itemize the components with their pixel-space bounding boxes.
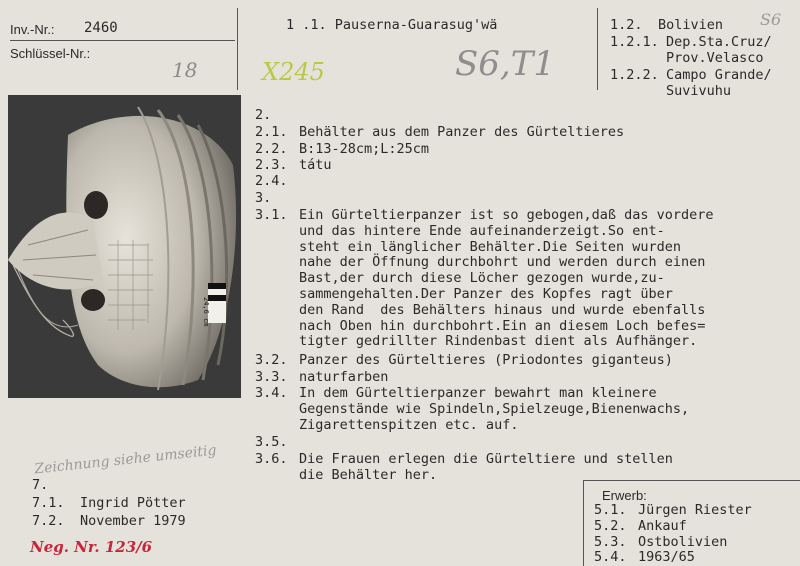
location-1: 1.2. Bolivien [610, 17, 724, 33]
group-line [286, 18, 497, 34]
corner-mark: S6 [760, 10, 782, 29]
group-name: Pauserna-Guarasug'wä [334, 17, 498, 33]
entry-3-1-text: Ein Gürteltierpanzer ist so gebogen,daß das vordere und das hintere Ende aufeinanderzeigt.So ent- steht ein länglicher Behälter.Die Seiten wurden nahe der Öffnung durchbohrt und werden durch einen Bast,der durch diese Löcher gezogen wurde,zu- sammengehalten.Der Panzer des Kopfes ragt über den Rand des Behälters hinaus und wurde ebenfalls nach Oben hin durchbohrt.Ein an diesem Loch befes= tigter gedrillter Rindenbast dient als Aufhänger. [299, 207, 714, 350]
header-divider-2 [597, 8, 598, 90]
erwerb-5-1: 5.1. Jürgen Riester [594, 502, 752, 518]
negative-number: Neg. Nr. 123/6 [30, 538, 153, 556]
erwerb-box-left [583, 480, 584, 566]
entry-3-4-text: In dem Gürteltierpanzer bewahrt man kleinere Gegenstände wie Spindeln,Spielzeuge,Bienenwachs, Zigarettenspitzen etc. auf. [299, 385, 690, 433]
armadillo-container-image [8, 95, 241, 398]
location-4: 1.2.2. Campo Grande/ [610, 67, 772, 83]
erwerb-label: Erwerb: [602, 488, 647, 503]
drawing-note: Zeichnung siehe umseitig [33, 442, 218, 478]
section-7-1: 7.1. Ingrid Pötter [32, 495, 186, 511]
location-2: 1.2.1. Dep.Sta.Cruz/ [610, 34, 772, 50]
key-handwritten: 18 [172, 58, 198, 82]
location-5: Suvivuhu [666, 83, 732, 99]
group-number: 1 .1. [286, 17, 327, 33]
entry-3-4-number: 3.4. [255, 385, 288, 401]
entry-3-1-number: 3.1. [255, 207, 288, 223]
inv-underline [10, 40, 235, 41]
entry-3-6-text: Die Frauen erlegen die Gürteltiere und stellen die Behälter her. [299, 451, 673, 483]
location-3: Prov.Velasco [666, 50, 764, 66]
entry-3: 3. [255, 190, 272, 206]
entry-2-4: 2.4. [255, 173, 288, 189]
entry-3-5: 3.5. [255, 434, 288, 450]
entry-2-2: 2.2. B:13-28cm;L:25cm [255, 141, 430, 157]
scale-label: 24,6 cm [202, 297, 210, 327]
inv-label: Inv.-Nr.: [10, 22, 55, 37]
header-divider-1 [237, 8, 238, 90]
erwerb-5-2: 5.2. Ankauf [594, 518, 687, 534]
inv-number: 2460 [84, 20, 118, 36]
entry-3-6-number: 3.6. [255, 451, 288, 467]
section-7: 7. [32, 477, 49, 493]
section-7-2: 7.2. November 1979 [32, 513, 186, 529]
entry-3-2: 3.2. Panzer des Gürteltieres (Priodontes giganteus) [255, 352, 673, 368]
erwerb-5-3: 5.3. Ostbolivien [594, 534, 728, 550]
entry-2-3: 2.3. tátu [255, 157, 332, 173]
handwritten-code: S6,T1 [455, 44, 556, 84]
erwerb-box-top [583, 480, 800, 481]
entry-2: 2. [255, 107, 272, 123]
object-photo [8, 95, 241, 398]
entry-2-1: 2.1. Behälter aus dem Panzer des Gürteltieres [255, 124, 625, 140]
erwerb-5-4: 5.4. 1963/65 [594, 549, 695, 565]
key-label: Schlüssel-Nr.: [10, 46, 91, 61]
entry-3-3: 3.3. naturfarben [255, 369, 389, 385]
marker-x245: X245 [262, 58, 325, 86]
